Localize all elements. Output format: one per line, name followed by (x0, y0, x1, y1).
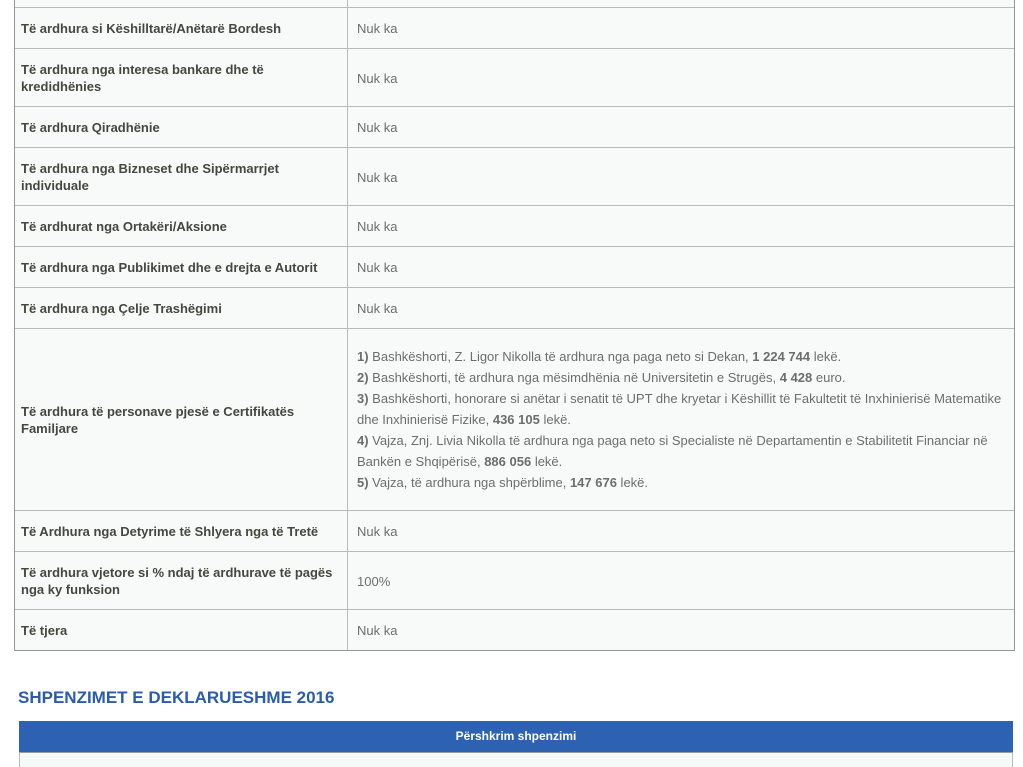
table-row (15, 0, 1014, 7)
table-row (15, 609, 1014, 650)
expenses-section-heading: SHPENZIMET E DEKLARUESHME 2016 (18, 688, 335, 707)
row-label: Të ardhura vjetore si % ndaj të ardhurave të pagës nga ky funksion (15, 552, 348, 609)
value-segment: 5) (357, 475, 369, 490)
value-segment: euro. (812, 370, 846, 385)
value-segment: 4) (357, 433, 369, 448)
value-segment: 147 676 (569, 475, 617, 490)
value-segment: 436 105 (492, 412, 540, 427)
row-value: Nuk ka (357, 21, 398, 36)
value-segment: 1) (357, 349, 369, 364)
table-row (15, 510, 1014, 551)
value-segment: Bashkëshorti, të ardhura nga mësimdhënia në Universitetin e Strugës, (368, 370, 780, 385)
row-label: Të ardhura nga Bizneset dhe Sipërmarrjet individuale (15, 148, 348, 205)
table-row (15, 328, 1014, 510)
value-line (357, 430, 1006, 472)
row-label: Të ardhurat nga Ortakëri/Aksione (15, 206, 348, 246)
row-label: Të ardhura Qiradhënie (15, 107, 348, 147)
row-label: Të Ardhura nga Detyrime të Shlyera nga të Tretë (15, 511, 348, 551)
value-segment: 2) (357, 370, 369, 385)
table-row (15, 106, 1014, 147)
value-line (357, 367, 1006, 388)
value-segment: lekë. (531, 454, 563, 469)
row-value: Nuk ka (357, 70, 398, 86)
value-segment: Vajza, të ardhura nga shpërblime, (368, 475, 570, 490)
value-line (357, 346, 1006, 367)
value-segment: lekë. (539, 412, 571, 427)
value-segment: 886 056 (484, 454, 532, 469)
table-row (15, 48, 1014, 106)
value-line (357, 388, 1006, 430)
value-segment: Vajza, Znj. Livia Nikolla të ardhura nga paga neto si Specialiste në Departamentin e Stabilitetit Financiar në Bankën e Shqipërisë, (357, 433, 988, 469)
value-segment: lekë. (616, 475, 649, 490)
row-label: Të ardhura të personave pjesë e Certifikatës Familjare (15, 329, 348, 510)
row-value (348, 0, 1014, 7)
row-value: Nuk ka (357, 120, 398, 135)
value-segment: Bashkëshorti, honorare si anëtar i senatit të UPT dhe kryetar i Këshillit të Fakultetit të Inxhinierisë Matematike dhe Inxhinierisë Fizike, (357, 391, 1002, 427)
table-row (15, 147, 1014, 205)
row-value (348, 329, 1014, 510)
table-row (15, 205, 1014, 246)
table-row (15, 287, 1014, 328)
value-segment: lekë. (810, 349, 842, 364)
row-label: Të ardhura nga Publikimet dhe e drejta e Autorit (15, 247, 348, 287)
value-segment: 3) (357, 391, 369, 406)
table-row (15, 246, 1014, 287)
expenses-table-first-row (19, 753, 1013, 767)
value-segment: 4 428 (779, 370, 813, 385)
row-label: Të ardhura nga interesa bankare dhe të kredidhënies (15, 49, 348, 106)
row-value: Nuk ka (357, 524, 398, 539)
row-label: Të tjera (15, 610, 348, 650)
income-declaration-table (14, 0, 1015, 651)
value-segment: Bashkëshorti, Z. Ligor Nikolla të ardhura nga paga neto si Dekan, (368, 349, 753, 364)
row-value: Nuk ka (357, 169, 398, 185)
row-label: Të ardhura si Këshilltarë/Anëtarë Bordesh (15, 8, 348, 48)
row-value: Nuk ka (357, 260, 398, 275)
row-value: Nuk ka (357, 301, 398, 316)
value-line (357, 472, 1006, 493)
expenses-table-header: Përshkrim shpenzimi (19, 721, 1013, 753)
row-value: Nuk ka (357, 623, 398, 638)
value-segment: 1 224 744 (752, 349, 811, 364)
row-label: Të ardhura nga Çelje Trashëgimi (15, 288, 348, 328)
table-row (15, 551, 1014, 609)
row-value: 100% (357, 573, 391, 589)
table-row (15, 7, 1014, 48)
row-value: Nuk ka (357, 219, 398, 234)
row-label (15, 0, 348, 7)
